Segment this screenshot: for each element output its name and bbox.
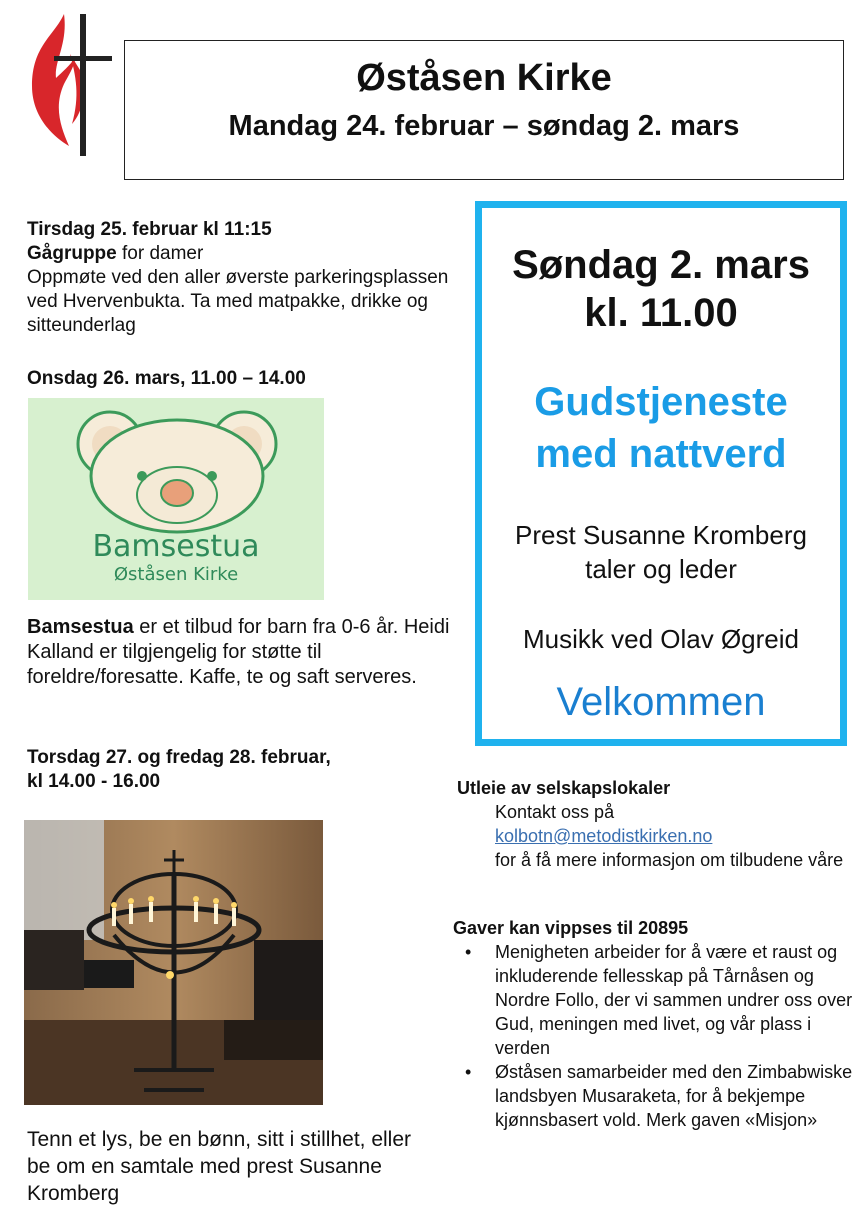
priest-info-line2: taler og leder — [585, 554, 737, 584]
priest-info — [482, 518, 840, 586]
candle-holder-photo — [24, 820, 323, 1105]
cross-and-flame-logo-icon — [24, 6, 114, 156]
event-tuesday-title — [27, 242, 457, 266]
service-title-line2: med nattverd — [535, 432, 787, 476]
rental-email-link[interactable]: kolbotn@metodistkirken.no — [495, 826, 713, 846]
service-title-line1: Gudstjeneste — [534, 380, 788, 424]
event-tuesday — [27, 218, 457, 338]
page-title: Øståsen Kirke — [356, 57, 612, 99]
rental-contact-text: Kontakt oss på — [495, 802, 615, 822]
event-thursday-heading-line1: Torsdag 27. og fredag 28. februar, — [27, 747, 331, 768]
sunday-time: kl. 11.00 — [584, 291, 738, 335]
event-tuesday-name: Gågruppe — [27, 243, 117, 264]
event-wednesday-description: er et tilbud for barn fra 0-6 år. Heidi Kalland er tilgjengelig for støtte til foreldre/foresatte. Kaffe, te og saft serveres. — [27, 616, 450, 688]
event-tuesday-suffix: for damer — [116, 243, 204, 264]
rental-heading: Utleie av selskapslokaler — [457, 778, 671, 798]
list-item — [453, 940, 853, 1060]
rental-info — [495, 800, 845, 872]
bamsestua-logo-title: Bamsestua — [92, 529, 260, 564]
event-wednesday-heading: Onsdag 26. mars, 11.00 – 14.00 — [27, 368, 306, 389]
music-info: Musikk ved Olav Øgreid — [523, 624, 799, 654]
service-title — [482, 376, 840, 480]
bullet-icon: • — [465, 1062, 472, 1082]
sunday-service-box — [475, 201, 847, 746]
bamsestua-logo — [28, 398, 324, 600]
welcome-text: Velkommen — [556, 680, 766, 724]
teddy-bear-icon — [28, 398, 324, 600]
event-wednesday-text — [27, 615, 457, 690]
bamsestua-logo-subtitle: Øståsen Kirke — [113, 564, 239, 585]
event-tuesday-heading: Tirsdag 25. februar kl 11:15 — [27, 219, 272, 240]
gifts-list — [453, 940, 853, 1132]
sunday-date: Søndag 2. mars — [512, 243, 810, 287]
gifts-heading: Gaver kan vippses til 20895 — [453, 918, 689, 938]
date-range: Mandag 24. februar – søndag 2. mars — [228, 110, 740, 142]
list-item — [453, 1060, 853, 1132]
gift-item-text: Øståsen samarbeider med den Zimbabwiske landsbyen Musaraketa, for å bekjempe kjønnsbasert vold. Merk gaven «Misjon» — [495, 1062, 853, 1130]
event-wednesday-name: Bamsestua — [27, 616, 134, 638]
event-tuesday-details: Oppmøte ved den aller øverste parkeringsplassen ved Hvervenbukta. Ta med matpakke, drikke og sitteunderlag — [27, 267, 449, 336]
prayer-text: Tenn et lys, be en bønn, sitt i stillhet, eller be om en samtale med prest Susanne Kromberg — [27, 1128, 412, 1205]
priest-info-line1: Prest Susanne Kromberg — [515, 520, 807, 550]
event-thursday-heading — [27, 746, 457, 794]
title-box — [124, 40, 844, 180]
gift-item-text: Menigheten arbeider for å være et raust og inkluderende fellesskap på Tårnåsen og Nordre Follo, der vi sammen undrer oss over Gud, meningen med livet, og vår plass i verden — [495, 942, 853, 1058]
event-thursday-heading-line2: kl 14.00 - 16.00 — [27, 771, 161, 792]
rental-more-info-text: for å få mere informasjon om tilbudene våre — [495, 850, 844, 870]
bullet-icon: • — [465, 942, 472, 962]
